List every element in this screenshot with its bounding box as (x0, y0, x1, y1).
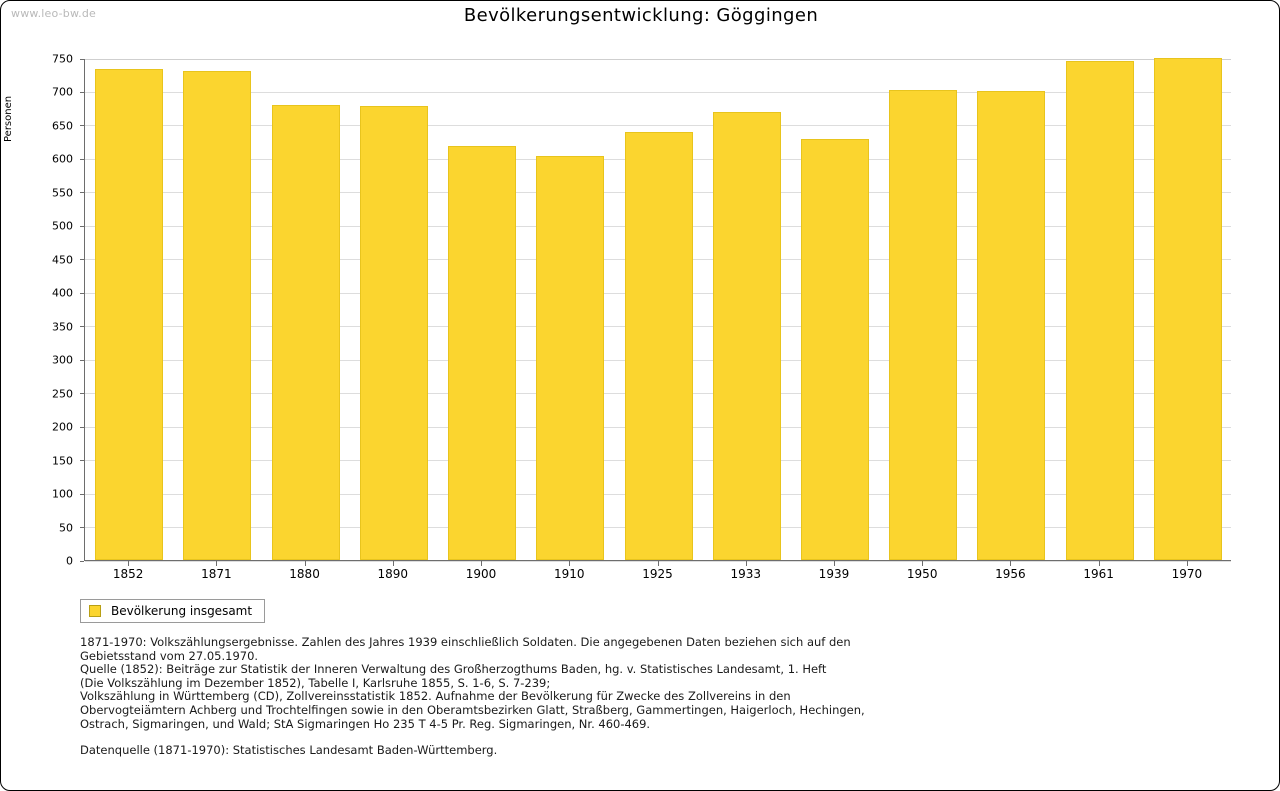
page-title: Bevölkerungsentwicklung: Göggingen (463, 5, 819, 26)
chart-legend[interactable] (80, 599, 265, 623)
gridline (85, 92, 1231, 93)
bar[interactable] (1066, 61, 1134, 560)
y-tick-label: 750 (52, 52, 73, 66)
bar[interactable] (1154, 58, 1222, 560)
y-axis-tick-labels (1, 52, 79, 568)
legend-label: Bevölkerung insgesamt (111, 604, 253, 618)
y-tick-label: 700 (52, 85, 73, 99)
x-tick-label: 1871 (201, 567, 232, 581)
gridline (85, 59, 1231, 60)
x-tick-mark (305, 561, 306, 566)
x-tick-mark (746, 561, 747, 566)
x-tick-mark (216, 561, 217, 566)
y-tick-label: 200 (52, 420, 73, 434)
x-tick-mark (1187, 561, 1188, 566)
y-tick-label: 50 (59, 521, 73, 535)
x-tick-label: 1900 (465, 567, 497, 581)
bar[interactable] (625, 132, 693, 560)
x-tick-label: 1890 (377, 567, 409, 581)
footnote-line: Datenquelle (1871-1970): Statistisches Landesamt Baden-Württemberg. (80, 743, 498, 758)
bar[interactable] (448, 146, 516, 560)
watermark-text: www.leo-bw.de (11, 7, 97, 20)
footnotes (80, 636, 1200, 758)
x-tick-mark (658, 561, 659, 566)
x-tick-label: 1933 (730, 567, 761, 581)
bar[interactable] (977, 91, 1045, 560)
x-tick-mark (1099, 561, 1100, 566)
y-tick-label: 350 (52, 320, 73, 334)
y-tick-label: 600 (52, 152, 73, 166)
x-tick-mark (834, 561, 835, 566)
footnote-line: Obervogteiämtern Achberg und Trochtelfingen sowie in den Oberamtsbezirken Glatt, Straßberg, Gammertingen, Haigerloch, Hechingen, (80, 702, 865, 717)
y-tick-label: 550 (52, 186, 73, 200)
x-tick-label: 1961 (1083, 567, 1114, 581)
legend-swatch-icon (89, 605, 101, 617)
x-tick-label: 1880 (289, 567, 320, 581)
footnote-line: Quelle (1852): Beiträge zur Statistik der Inneren Verwaltung des Großherzogthums Baden, hg. v. Statistisches Landesamt, 1. Heft (80, 662, 827, 677)
x-tick-label: 1910 (553, 567, 585, 581)
x-tick-mark (922, 561, 923, 566)
x-tick-mark (393, 561, 394, 566)
x-tick-mark (481, 561, 482, 566)
y-tick-label: 650 (52, 119, 73, 133)
bar[interactable] (272, 105, 340, 560)
bar[interactable] (713, 112, 781, 560)
footnote-line: Volkszählung in Württemberg (CD), Zollvereinsstatistik 1852. Aufnahme der Bevölkerung für Zwecke des Zollvereins in den (80, 689, 791, 704)
footnote-line: Ostrach, Sigmaringen, und Wald; StA Sigmaringen Ho 235 T 4-5 Pr. Reg. Sigmaringen, Nr. 460-469. (80, 716, 651, 731)
bar[interactable] (95, 69, 163, 560)
y-tick-label: 300 (52, 353, 73, 367)
footnote-line: (Die Volkszählung im Dezember 1852), Tabelle I, Karlsruhe 1855, S. 1-6, S. 7-239; (80, 675, 551, 690)
bar[interactable] (889, 90, 957, 560)
plot-area (84, 59, 1231, 561)
footnote-line: Gebietsstand vom 27.05.1970. (80, 648, 259, 663)
y-tick-label: 0 (66, 554, 73, 568)
bar[interactable] (360, 106, 428, 560)
y-tick-label: 500 (52, 219, 73, 233)
x-tick-label: 1925 (642, 567, 673, 581)
bar[interactable] (536, 156, 604, 560)
x-tick-mark (569, 561, 570, 566)
x-tick-label: 1970 (1171, 567, 1203, 581)
y-tick-label: 250 (52, 387, 73, 401)
x-tick-label: 1939 (818, 567, 850, 581)
y-tick-label: 400 (52, 286, 73, 300)
gridline (85, 125, 1231, 126)
y-tick-label: 450 (52, 253, 73, 267)
x-tick-label: 1956 (995, 567, 1026, 581)
x-tick-mark (1010, 561, 1011, 566)
bar[interactable] (801, 139, 869, 560)
x-tick-label: 1852 (112, 567, 144, 581)
y-axis-label: Personen (3, 95, 14, 143)
x-tick-mark (128, 561, 129, 566)
y-tick-label: 150 (52, 454, 73, 468)
x-tick-label: 1950 (906, 567, 938, 581)
bar[interactable] (183, 71, 251, 560)
y-tick-label: 100 (52, 487, 73, 501)
footnote-line: 1871-1970: Volkszählungsergebnisse. Zahlen des Jahres 1939 einschließlich Soldaten. Die angegebenen Daten beziehen sich auf den (80, 635, 851, 649)
